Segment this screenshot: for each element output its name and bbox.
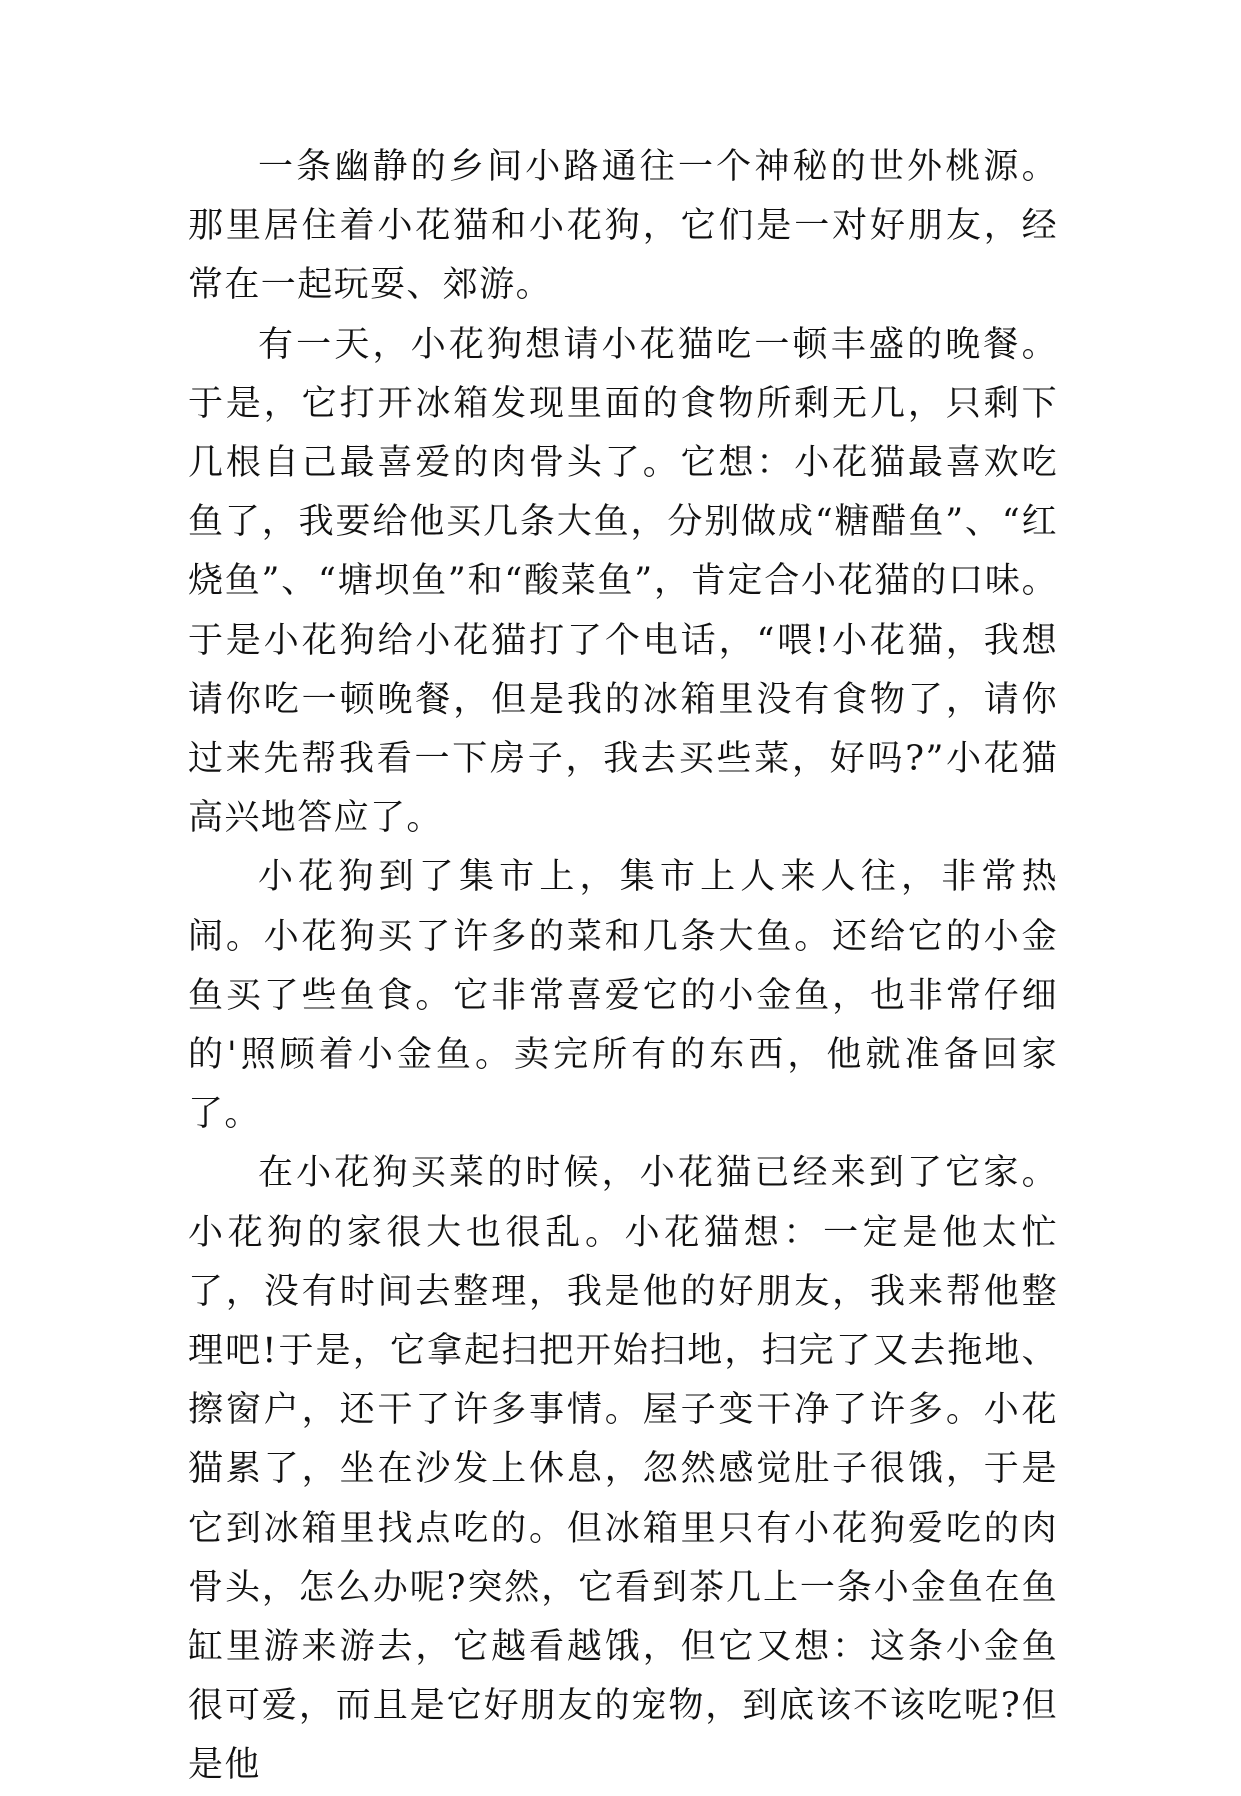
paragraph-4: 在小花狗买菜的时候，小花猫已经来到了它家。小花狗的家很大也很乱。小花猫想：一定是他太忙了，没有时间去整理，我是他的好朋友，我来帮他整理吧!于是，它拿起扫把开始扫地，扫完了又去拖地、擦窗户，还干了许多事情。屋子变干净了许多。小花猫累了，坐在沙发上休息，忽然感觉肚子很饿，于是它到冰箱里找点吃的。但冰箱里只有小花狗爱吃的肉骨头，怎么办呢?突然，它看到茶几上一条小金鱼在鱼缸里游来游去，它越看越饿，但它又想：这条小金鱼很可爱，而且是它好朋友的宠物，到底该不该吃呢?但是他 (188, 1153, 1058, 1786)
paragraph-1: 一条幽静的乡间小路通往一个神秘的世外桃源。那里居住着小花猫和小花狗，它们是一对好朋友，经常在一起玩耍、郊游。 (188, 147, 1058, 306)
paragraph-2: 有一天，小花狗想请小花猫吃一顿丰盛的晚餐。于是，它打开冰箱发现里面的食物所剩无几，只剩下几根自己最喜爱的肉骨头了。它想：小花猫最喜欢吃鱼了，我要给他买几条大鱼，分别做成“糖醋鱼”、“红烧鱼”、“塘坝鱼”和“酸菜鱼”，肯定合小花猫的口味。于是小花狗给小花猫打了个电话，“喂!小花猫，我想请你吃一顿晚餐，但是我的冰箱里没有食物了，请你过来先帮我看一下房子，我去买些菜，好吗?”小花猫高兴地答应了。 (188, 324, 1058, 839)
paragraph-3: 小花狗到了集市上，集市上人来人往，非常热闹。小花狗买了许多的菜和几条大鱼。还给它的小金鱼买了些鱼食。它非常喜爱它的小金鱼，也非常仔细的'照顾着小金鱼。卖完所有的东西，他就准备回家了。 (188, 857, 1058, 1135)
story-text (188, 138, 1058, 1796)
